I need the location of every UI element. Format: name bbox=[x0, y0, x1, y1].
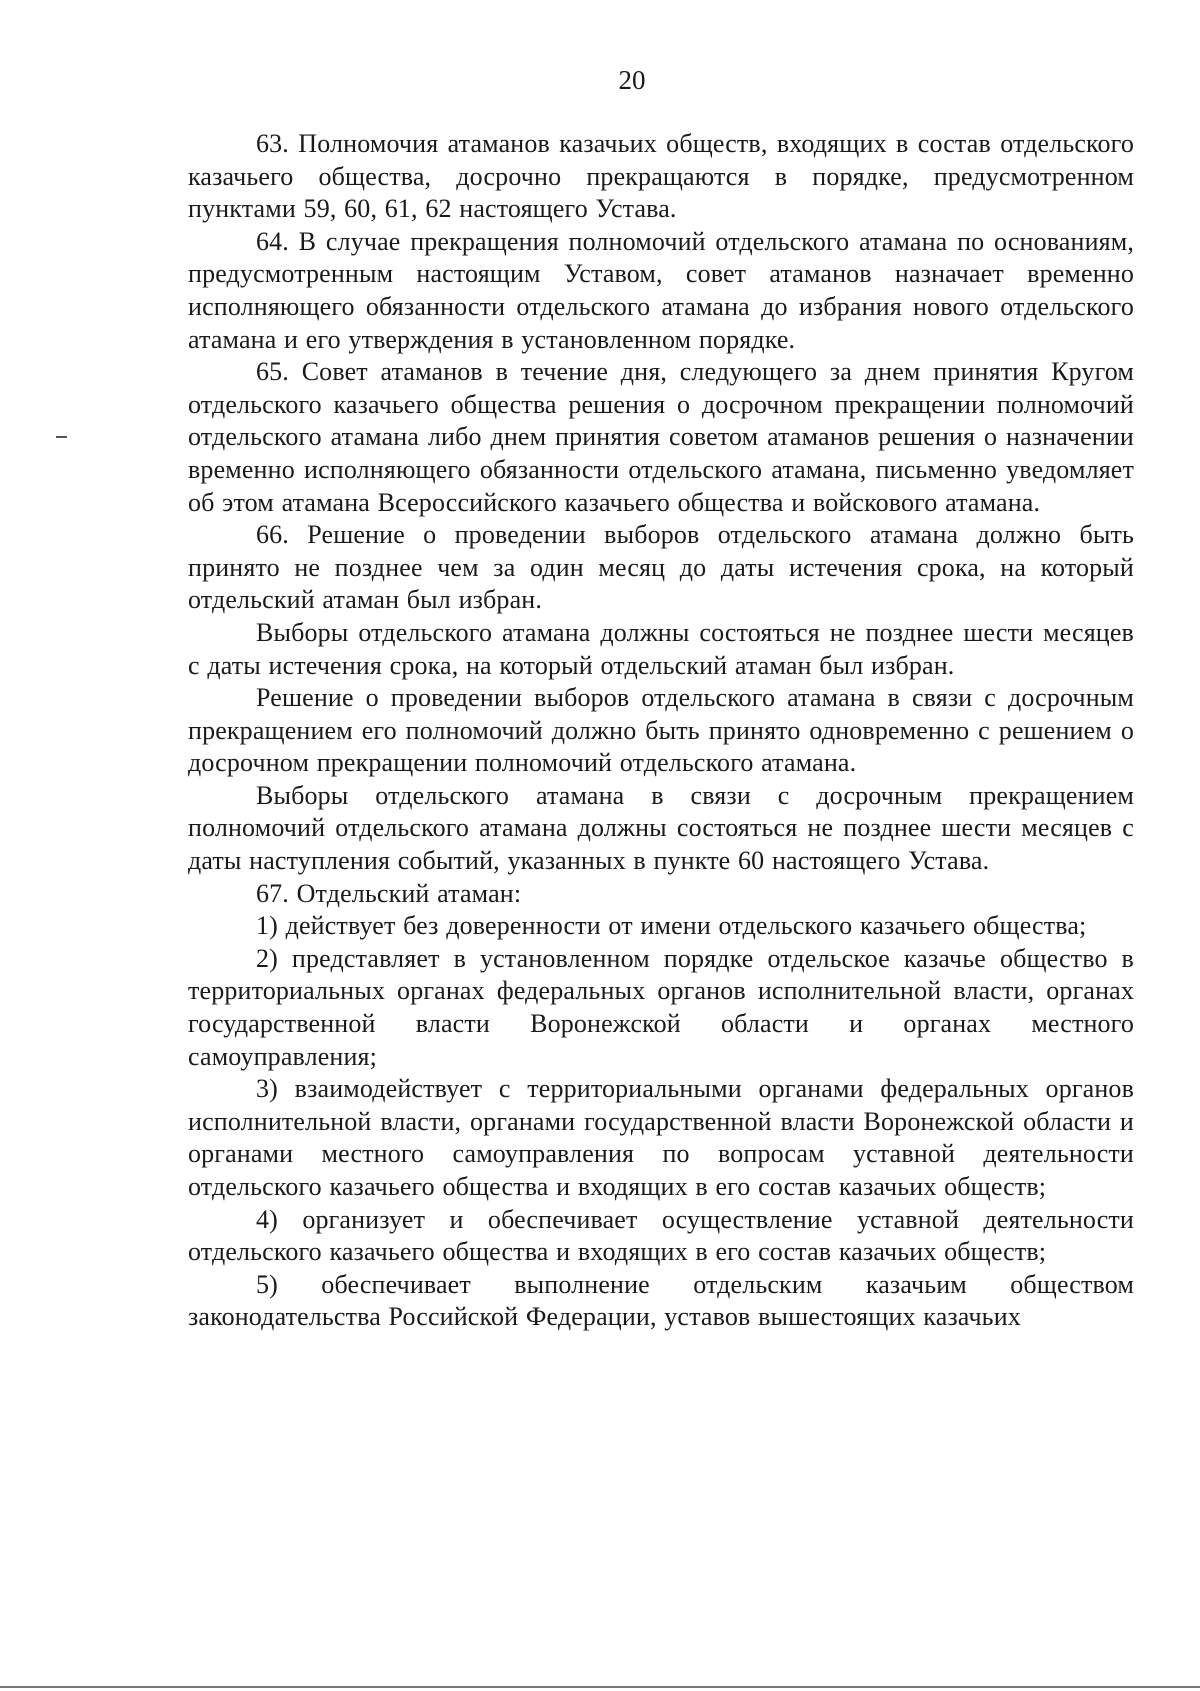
paragraph-66-elections-term: Выборы отдельского атамана должны состояться не позднее шести месяцев с даты истечения срока, на который отдельский атаман был избран. bbox=[188, 617, 1134, 680]
list-item-2: 2) представляет в установленном порядке отдельское казачье общество в территориальных органах федеральных органов исполнительной власти, органах государственной власти Воронежской области и органах местного самоуправления; bbox=[188, 943, 1134, 1071]
paragraph-66: 66. Решение о проведении выборов отдельского атамана должно быть принято не позднее чем за один месяц до даты истечения срока, на который отдельский атаман был избран. bbox=[188, 520, 1134, 615]
paragraph-63: 63. Полномочия атаманов казачьих обществ, входящих в состав отдельского казачьего общества, досрочно прекращаются в порядке, предусмотренном пунктами 59, 60, 61, 62 настоящего Устава. bbox=[188, 129, 1134, 224]
margin-mark bbox=[56, 436, 67, 438]
page-number: 20 bbox=[618, 65, 646, 95]
paragraph-66-early-decision: Решение о проведении выборов отдельского атамана в связи с досрочным прекращением его полномочий должно быть принято одновременно с решением о досрочном прекращении полномочий отдельского атамана. bbox=[188, 683, 1134, 778]
paragraph-67-heading: 67. Отдельский атаман: bbox=[256, 878, 522, 908]
paragraph-65: 65. Совет атаманов в течение дня, следующего за днем принятия Кругом отдельского казачьего общества решения о досрочном прекращении полномочий отдельского атамана либо днем принятия советом атаманов решения о назначении временно исполняющего обязанности отдельского атамана, письменно уведомляет об этом атамана Всероссийского казачьего общества и войскового атамана. bbox=[188, 357, 1134, 517]
list-item-1: 1) действует без доверенности от имени отдельского казачьего общества; bbox=[256, 911, 1087, 941]
list-item-5: 5) обеспечивает выполнение отдельским казачьим обществом законодательства Российской Федерации, уставов вышестоящих казачьих bbox=[188, 1269, 1134, 1332]
scan-bottom-edge bbox=[0, 1686, 1200, 1688]
paragraph-66-early-elections: Выборы отдельского атамана в связи с досрочным прекращением полномочий отдельского атамана должны состояться не позднее шести месяцев с даты наступления событий, указанных в пункте 60 настоящего Устава. bbox=[188, 780, 1134, 876]
document-body bbox=[188, 128, 1134, 1334]
list-item-4: 4) организует и обеспечивает осуществление уставной деятельности отдельского казачьего общества и входящих в его состав казачьих обществ; bbox=[188, 1204, 1134, 1267]
paragraph-64: 64. В случае прекращения полномочий отдельского атамана по основаниям, предусмотренным настоящим Уставом, совет атаманов назначает временно исполняющего обязанности отдельского атамана до избрания нового отдельского атамана и его утверждения в установленном порядке. bbox=[188, 226, 1134, 354]
list-item-3: 3) взаимодействует с территориальными органами федеральных органов исполнительной власти, органами государственной власти Воронежской области и органами местного самоуправления по вопросам уставной деятельности отдельского казачьего общества и входящих в его состав казачьих обществ; bbox=[188, 1074, 1134, 1201]
